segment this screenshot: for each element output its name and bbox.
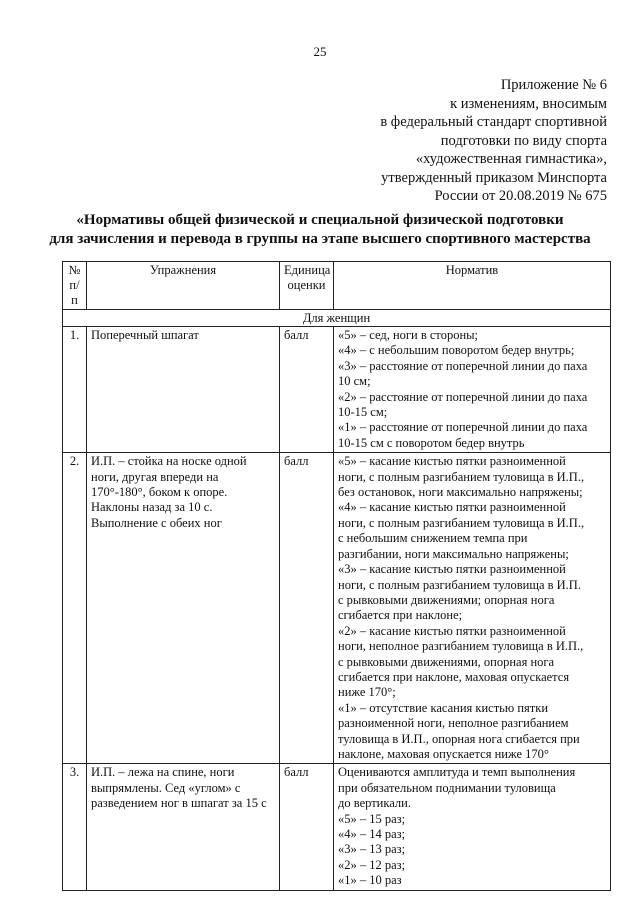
exercise-cell-line: выпрямлены. Сед «углом» с [91,780,241,795]
norm-cell-line: при обязательном поднимании туловища [338,780,556,795]
table-header-row [63,262,611,310]
header-exercise [87,262,280,310]
norm-cell-line: «1» – 10 раз [338,873,402,888]
norm-cell-line: с рывковыми движениями, опорная нога [338,654,555,669]
norm-cell-line: разноименной ноги, неполное разгибанием [338,716,569,731]
exercise-cell-line: И.П. – лежа на спине, ноги [91,765,235,780]
title-line: для зачисления и перевода в группы на этапе высшего спортивного мастерства [49,231,591,247]
exercise-cell-line: Поперечный шпагат [91,328,199,342]
header-text: Упражнения [149,263,217,277]
header-text: Норматив [445,263,499,277]
norm-cell-line: ноги, с полным разгибанием туловища в И.П., [338,515,585,530]
row-number: 1. [63,327,87,453]
norm-cell-line: с небольшим снижением темпа при [338,531,528,546]
norm-cell-line: 10-15 см с поворотом бедер внутрь [338,435,525,450]
norm-cell-line: ноги, неполное разгибанием туловища в И.П., [338,639,584,654]
norm-cell-line: ноги, с полным разгибанием туловища в И.П., [338,469,585,484]
exercise-cell-line: Наклоны назад за 10 с. [91,500,213,515]
appendix-line: к изменениям, вносимым [450,95,607,112]
title-line: «Нормативы общей физической и специальной физической подготовки [76,212,564,228]
section-row [63,310,611,327]
norm-cell-line: «5» – касание кистью пятки разноименной [338,454,566,469]
norm-cell [334,764,611,890]
norm-cell-line: наклоне, маховая опускается ниже 170° [338,746,549,761]
norm-cell-line: «4» – 14 раз; [338,827,406,841]
header-num [63,262,87,310]
header-norm [334,262,611,310]
header-unit [280,262,334,310]
norm-cell-line: «2» – расстояние от поперечной линии до паха [338,389,588,404]
header-text: Единица [284,263,331,277]
norm-cell-line: «1» – отсутствие касания кистью пятки [338,700,549,715]
appendix-note [287,76,607,206]
norm-cell-line: без остановок, ноги максимально напряжены; [338,485,583,500]
norm-cell-line: «2» – 12 раз; [338,857,406,872]
page-number: 25 [313,44,327,59]
norm-cell-line: 10-15 см; [338,405,388,420]
norm-cell-line: ниже 170°; [338,685,396,700]
table-row [63,764,611,890]
appendix-line: «художественная гимнастика», [415,151,607,167]
document-title [0,211,640,249]
unit-cell: балл [280,453,334,764]
appendix-line: Приложение № 6 [500,77,607,93]
header-text: оценки [287,278,326,292]
norm-cell-line: сгибается при наклоне, маховая опускается [338,669,570,684]
exercise-cell-line: 170°-180°, боком к опоре. [91,485,228,500]
appendix-line: России от 20.08.2019 № 675 [434,188,607,204]
appendix-line: подготовки по виду спорта [440,132,607,149]
norm-cell-line: «4» – касание кистью пятки разноименной [338,500,566,515]
appendix-line: утвержденный приказом Минспорта [381,169,607,186]
row-number: 2. [63,453,87,764]
unit-cell: балл [280,327,334,453]
norm-cell-line: «3» – касание кистью пятки разноименной [338,562,566,577]
norm-cell-line: «3» – 13 раз; [338,842,406,857]
section-label: Для женщин [63,310,611,327]
table-row [63,327,611,453]
norm-cell-line: «5» – 15 раз; [338,811,406,826]
exercise-cell-line: ноги, другая впереди на [91,469,219,484]
norm-cell-line: сгибается при наклоне; [338,608,463,623]
norm-cell [334,453,611,764]
norm-cell [334,327,611,453]
norm-cell-line: туловища в И.П., опорная нога сгибается при [338,731,580,746]
exercise-cell [87,327,280,453]
norm-cell-line: «4» – с небольшим поворотом бедер внутрь; [338,343,575,358]
exercise-cell-line: разведением ног в шпагат за 15 с [91,796,267,811]
norm-cell-line: 10 см; [338,374,371,389]
exercise-cell-line: И.П. – стойка на носке одной [91,454,247,469]
table-row [63,453,611,764]
norm-cell-line: «5» – сед, ноги в стороны; [338,328,479,342]
norm-cell-line: «2» – касание кистью пятки разноименной [338,623,566,638]
norm-cell-line: «3» – расстояние от поперечной линии до паха [338,358,588,373]
unit-cell: балл [280,764,334,890]
exercise-cell [87,453,280,764]
norm-cell-line: ноги, с полным разгибанием туловища в И.П. [338,577,581,592]
header-text: п/п [69,278,80,307]
appendix-line: в федеральный стандарт спортивной [380,114,607,130]
norm-cell-line: Оцениваются амплитуда и темп выполнения [338,765,576,780]
norm-cell-line: до вертикали. [338,796,411,811]
norm-cell-line: «1» – расстояние от поперечной линии до паха [338,420,588,435]
header-text: № [68,263,81,277]
row-number: 3. [63,764,87,890]
exercise-cell [87,764,280,890]
exercise-cell-line: Выполнение с обеих ног [91,515,222,530]
norms-table [62,261,611,891]
norm-cell-line: разгибании, ноги максимально напряжены; [338,546,569,561]
norm-cell-line: с рывковыми движениями; опорная нога [338,592,555,607]
